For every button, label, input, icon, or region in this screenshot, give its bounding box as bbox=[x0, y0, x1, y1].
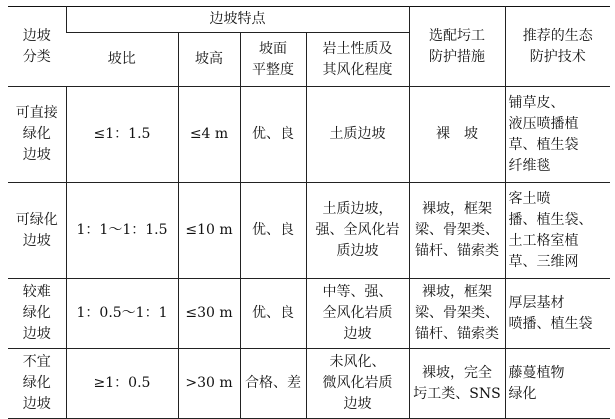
cell-slope-height: ≤4 m bbox=[178, 87, 240, 183]
header-slope-height: 坡高 bbox=[178, 33, 240, 87]
header-engineering: 选配圬工 防护措施 bbox=[409, 7, 505, 87]
cell-soil-rock: 土质边坡， 强、全风化岩 质边坡 bbox=[306, 183, 409, 279]
table-row bbox=[8, 349, 610, 419]
cell-engineering: 裸 坡 bbox=[409, 87, 505, 183]
cell-category: 较难 绿化 边坡 bbox=[8, 279, 66, 349]
cell-eco-tech: 厚层基材 喷播、植生袋 bbox=[505, 279, 610, 349]
cell-slope-ratio: ≤1：1.5 bbox=[66, 87, 178, 183]
cell-soil-rock: 土质边坡 bbox=[306, 87, 409, 183]
cell-soil-rock: 中等、强、 全风化岩质 边坡 bbox=[306, 279, 409, 349]
table-row bbox=[8, 183, 610, 279]
cell-slope-height: ≤10 m bbox=[178, 183, 240, 279]
cell-eco-tech: 客土喷 播、植生袋、 土工格室植 草、三维网 bbox=[505, 183, 610, 279]
header-features: 边坡特点 bbox=[66, 7, 409, 33]
cell-flatness: 优、良 bbox=[240, 87, 306, 183]
cell-flatness: 合格、差 bbox=[240, 349, 306, 419]
cell-eco-tech: 铺草皮、 液压喷播植 草、植生袋 纤维毯 bbox=[505, 87, 610, 183]
cell-slope-ratio: 1：0.5～1：1 bbox=[66, 279, 178, 349]
table-row bbox=[8, 87, 610, 183]
cell-slope-height: ≤30 m bbox=[178, 279, 240, 349]
cell-category: 不宜 绿化 边坡 bbox=[8, 349, 66, 419]
cell-slope-ratio: 1：1～1：1.5 bbox=[66, 183, 178, 279]
header-slope-ratio: 坡比 bbox=[66, 33, 178, 87]
table-row bbox=[8, 279, 610, 349]
header-row-1 bbox=[8, 7, 610, 33]
slope-classification-table bbox=[8, 6, 610, 419]
cell-slope-height: >30 m bbox=[178, 349, 240, 419]
cell-category: 可直接 绿化 边坡 bbox=[8, 87, 66, 183]
cell-soil-rock: 未风化、 微风化岩质 边坡 bbox=[306, 349, 409, 419]
header-eco-tech: 推荐的生态 防护技术 bbox=[505, 7, 610, 87]
cell-eco-tech: 藤蔓植物 绿化 bbox=[505, 349, 610, 419]
header-surface-flatness: 坡面 平整度 bbox=[240, 33, 306, 87]
cell-flatness: 优、良 bbox=[240, 279, 306, 349]
cell-slope-ratio: ≥1：0.5 bbox=[66, 349, 178, 419]
cell-engineering: 裸坡，框架 梁、骨架类、 锚杆、锚索类 bbox=[409, 279, 505, 349]
cell-category: 可绿化 边坡 bbox=[8, 183, 66, 279]
cell-engineering: 裸坡，框架 梁、骨架类、 锚杆、锚索类 bbox=[409, 183, 505, 279]
cell-engineering: 裸坡，完全 圬工类、SNS bbox=[409, 349, 505, 419]
header-soil-rock: 岩土性质及 其风化程度 bbox=[306, 33, 409, 87]
cell-flatness: 优、良 bbox=[240, 183, 306, 279]
header-category: 边坡 分类 bbox=[8, 7, 66, 87]
